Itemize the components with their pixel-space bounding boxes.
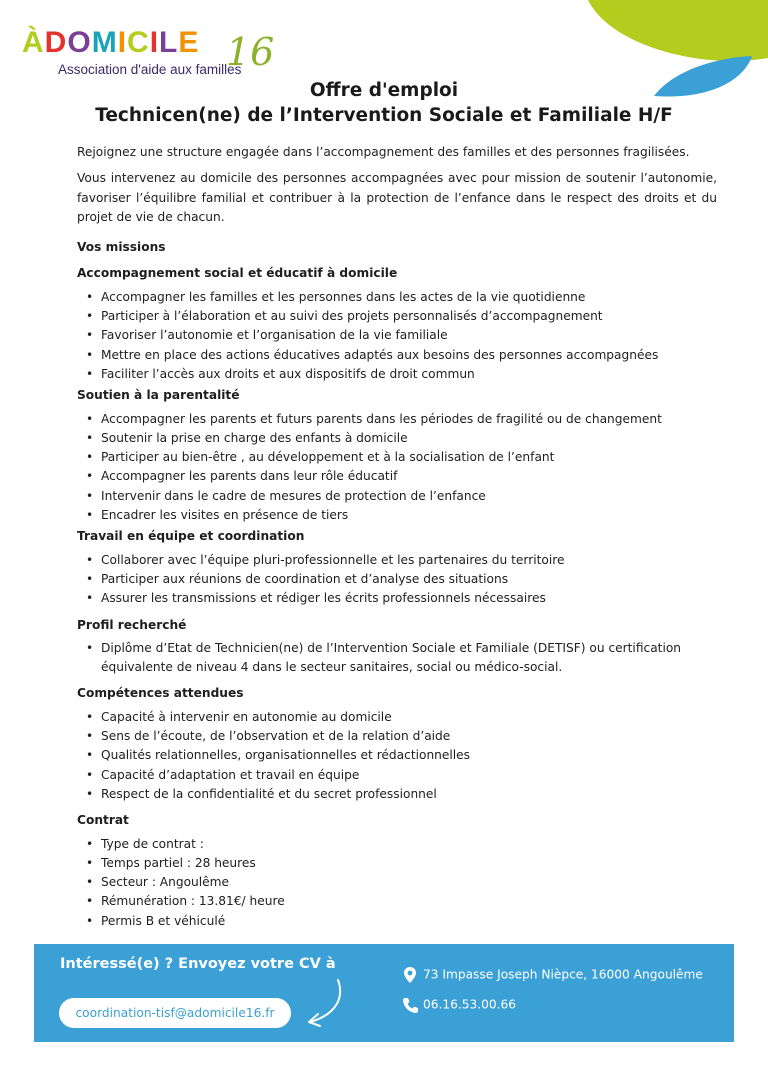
cta-text: Intéressé(e) ? Envoyez votre CV à	[60, 956, 336, 972]
logo-letter: E	[178, 26, 200, 59]
list-item: • Type de contrat :	[77, 835, 717, 854]
logo	[22, 26, 302, 82]
address-text: 73 Impasse Joseph Nièpce, 16000 Angoulême	[423, 967, 703, 982]
contact-footer	[34, 944, 734, 1042]
logo-number: 16	[226, 30, 275, 74]
list-item: • Temps partiel : 28 heures	[77, 854, 717, 873]
list-item: • Accompagner les familles et les personnes dans les actes de la vie quotidienne	[77, 288, 717, 307]
profil-list	[77, 639, 717, 678]
logo-letter: D	[44, 26, 68, 59]
phone-line	[402, 996, 516, 1014]
list-item: • Secteur : Angoulême	[77, 873, 717, 892]
list-item: • Favoriser l’autonomie et l’organisation de la vie familiale	[77, 326, 717, 345]
list-item: • Sens de l’écoute, de l’observation et de la relation d’aide	[77, 727, 717, 746]
mission-group-title: Soutien à la parentalité	[77, 388, 240, 403]
phone-text[interactable]: 06.16.53.00.66	[423, 997, 517, 1012]
list-item: • Participer aux réunions de coordination et d’analyse des situations	[77, 570, 717, 589]
mission-list	[77, 410, 717, 526]
intro-paragraph-1: Rejoignez une structure engagée dans l’accompagnement des familles et des personnes fragilisées.	[77, 145, 690, 159]
mission-list	[77, 551, 717, 609]
list-item: • Permis B et véhiculé	[77, 912, 717, 931]
contrat-heading: Contrat	[77, 813, 129, 828]
list-item: • Rémunération : 13.81€/ heure	[77, 892, 717, 911]
list-item: • Assurer les transmissions et rédiger les écrits professionnels nécessaires	[77, 589, 717, 608]
list-item: • Collaborer avec l’équipe pluri-professionnelle et les partenaires du territoire	[77, 551, 717, 570]
list-item: • Participer à l’élaboration et au suivi des projets personnalisés d’accompagnement	[77, 307, 717, 326]
title-line-1: Offre d'emploi	[309, 80, 459, 101]
curved-arrow-icon	[304, 978, 348, 1028]
list-item: • Faciliter l’accès aux droits et aux dispositifs de droit commun	[77, 365, 717, 384]
list-item: • Capacité à intervenir en autonomie au domicile	[77, 708, 717, 727]
list-item: • Diplôme d’Etat de Technicien(ne) de l’Intervention Sociale et Familiale (DETISF) ou certification équivalente de niveau 4 dans le secteur sanitaires, social ou médico-social.	[77, 639, 717, 678]
phone-icon	[402, 996, 418, 1014]
address-line	[402, 966, 703, 984]
competences-list	[77, 708, 717, 804]
map-pin-icon	[402, 966, 418, 984]
list-item: • Intervenir dans le cadre de mesures de protection de l’enfance	[77, 487, 717, 506]
logo-letter: L	[159, 26, 179, 59]
email-link[interactable]: coordination-tisf@adomicile16.fr	[59, 998, 291, 1028]
logo-letter: C	[127, 26, 150, 59]
list-item: • Accompagner les parents et futurs parents dans les périodes de fragilité ou de changement	[77, 410, 717, 429]
list-item: • Participer au bien-être , au développement et à la socialisation de l’enfant	[77, 448, 717, 467]
competences-heading: Compétences attendues	[77, 686, 244, 701]
mission-group-title: Travail en équipe et coordination	[77, 529, 305, 544]
contrat-list	[77, 835, 717, 931]
list-item: • Qualités relationnelles, organisationnelles et rédactionnelles	[77, 746, 717, 765]
list-item: • Mettre en place des actions éducatives adaptés aux besoins des personnes accompagnées	[77, 346, 717, 365]
logo-letter: I	[117, 26, 128, 59]
mission-group-title: Accompagnement social et éducatif à domicile	[77, 266, 398, 281]
job-description	[77, 143, 717, 933]
missions-heading: Vos missions	[77, 240, 166, 255]
logo-subtitle: Association d'aide aux familles	[58, 62, 242, 77]
logo-letter: O	[67, 26, 92, 59]
logo-wordmark	[22, 26, 199, 60]
page-title	[0, 78, 768, 128]
list-item: • Soutenir la prise en charge des enfants à domicile	[77, 429, 717, 448]
profil-heading: Profil recherché	[77, 617, 187, 632]
green-leaf	[588, 0, 768, 61]
list-item: • Capacité d’adaptation et travail en équipe	[77, 766, 717, 785]
mission-list	[77, 288, 717, 384]
list-item: • Accompagner les parents dans leur rôle éducatif	[77, 467, 717, 486]
logo-letter: M	[91, 26, 118, 59]
logo-letter: À	[22, 26, 45, 59]
list-item: • Encadrer les visites en présence de tiers	[77, 506, 717, 525]
list-item: • Respect de la confidentialité et du secret professionnel	[77, 785, 717, 804]
logo-letter: I	[149, 26, 160, 59]
title-line-2: Technicen(ne) de l’Intervention Sociale et Familiale H/F	[95, 105, 673, 126]
intro-paragraph-2: Vous intervenez au domicile des personnes accompagnées avec pour mission de soutenir l’autonomie, favoriser l’équilibre familial et contribuer à la protection de l’enfance dans le respect des droits et du projet de vie de chacun.	[77, 171, 717, 224]
